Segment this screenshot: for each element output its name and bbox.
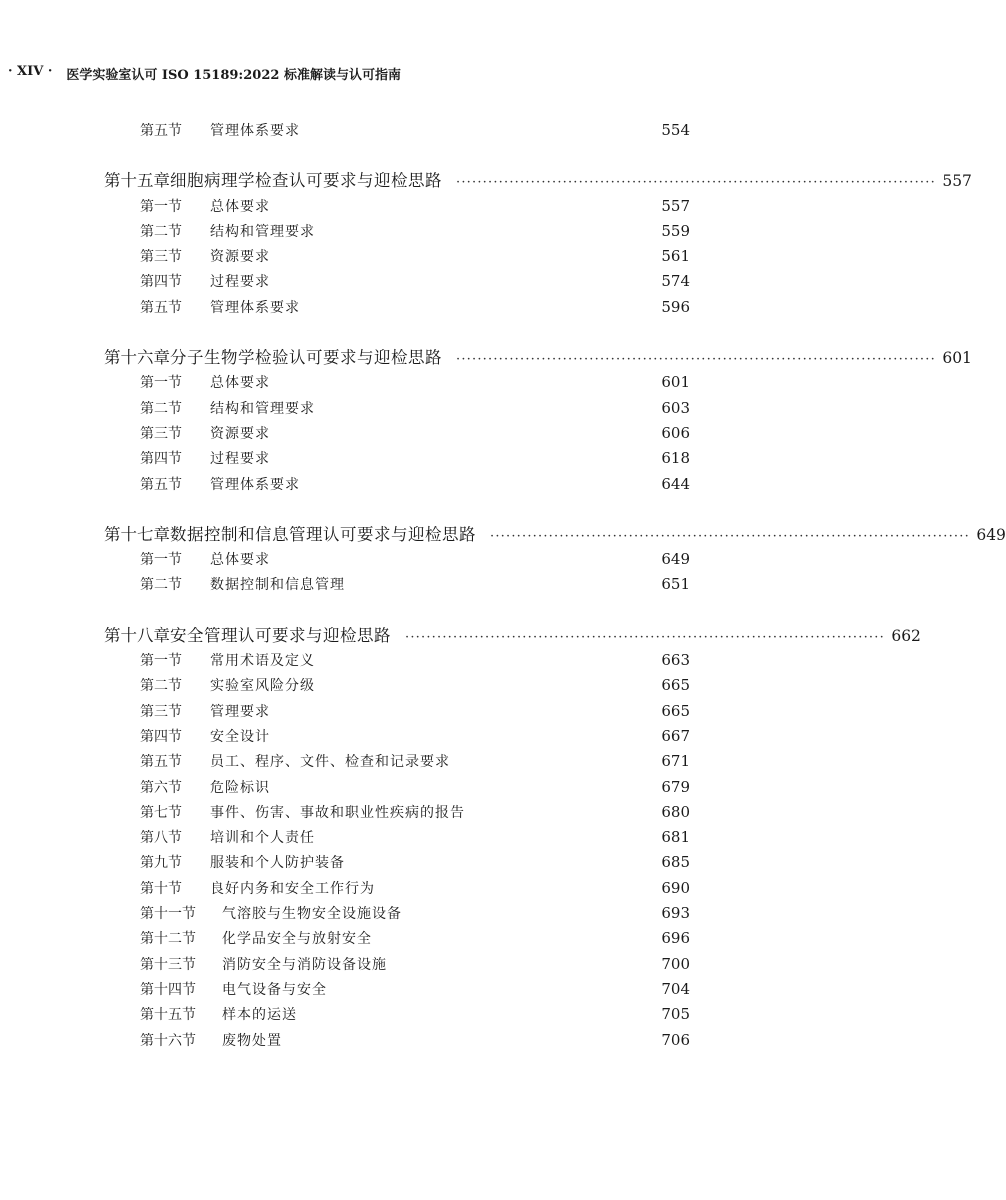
section-title: 数据控制和信息管理 [210, 577, 345, 594]
section-number: 第九节 [140, 855, 182, 872]
section-number: 第八节 [140, 830, 182, 847]
toc-section-entry[interactable] [104, 244, 690, 269]
section-page-number: 601 [661, 373, 690, 392]
section-number: 第一节 [140, 552, 182, 569]
section-page-number: 665 [661, 701, 690, 720]
section-page-number: 603 [661, 398, 690, 417]
toc-section-entry[interactable] [104, 673, 690, 698]
section-page-number: 705 [661, 1005, 690, 1024]
section-page-number: 596 [661, 297, 690, 316]
chapter-page-number: 557 [942, 172, 972, 191]
page-label: · XIV · [8, 64, 53, 79]
toc-section-entry[interactable] [104, 850, 690, 875]
section-title: 结构和管理要求 [210, 223, 315, 240]
toc-section-entry[interactable] [104, 724, 690, 749]
section-title: 员工、程序、文件、检查和记录要求 [210, 754, 450, 771]
toc-section-entry[interactable] [104, 194, 690, 219]
section-title: 过程要求 [210, 451, 270, 468]
dot-leader: ·························································································· [456, 352, 936, 368]
section-title: 实验室风险分级 [210, 678, 315, 695]
toc-section-entry[interactable] [104, 1002, 690, 1027]
section-title: 总体要求 [210, 198, 270, 215]
toc-chapter-entry[interactable] [104, 168, 972, 193]
section-title: 电气设备与安全 [222, 981, 327, 998]
section-page-number: 680 [661, 802, 690, 821]
section-number: 第一节 [140, 375, 182, 392]
section-number: 第十六节 [140, 1032, 196, 1049]
toc-section-entry[interactable] [104, 118, 690, 143]
section-title: 气溶胶与生物安全设施设备 [222, 906, 402, 923]
chapter-page-number: 601 [942, 349, 972, 368]
dot-leader: ·························································································· [405, 629, 885, 645]
section-title: 安全设计 [210, 728, 270, 745]
toc-section-entry[interactable] [104, 1028, 690, 1053]
section-number: 第十五节 [140, 1007, 196, 1024]
section-page-number: 685 [661, 853, 690, 872]
section-page-number: 667 [661, 726, 690, 745]
section-title: 管理体系要求 [210, 123, 300, 139]
section-page-number: 651 [661, 575, 690, 594]
section-page-number: 663 [661, 651, 690, 670]
table-of-contents [104, 118, 1006, 1053]
section-number: 第二节 [140, 223, 182, 240]
chapter-page-number: 649 [976, 525, 1006, 544]
toc-section-entry[interactable] [104, 421, 690, 446]
section-page-number: 679 [661, 777, 690, 796]
section-page-number: 561 [661, 247, 690, 266]
chapter-list [104, 168, 1006, 1053]
toc-section-entry[interactable] [104, 952, 690, 977]
section-number: 第五节 [140, 476, 182, 493]
toc-section-entry[interactable] [104, 472, 690, 497]
section-page-number: 704 [661, 979, 690, 998]
section-title: 样本的运送 [222, 1007, 297, 1024]
section-page-number: 690 [661, 878, 690, 897]
toc-section-entry[interactable] [104, 901, 690, 926]
toc-section-entry[interactable] [104, 977, 690, 1002]
section-title: 总体要求 [210, 552, 270, 569]
toc-section-entry[interactable] [104, 926, 690, 951]
section-page-number: 681 [661, 828, 690, 847]
section-number: 第十二节 [140, 931, 196, 948]
section-page-number: 559 [661, 221, 690, 240]
chapter-title: 数据控制和信息管理认可要求与迎检思路 [170, 524, 476, 544]
section-page-number: 665 [661, 676, 690, 695]
dot-leader: ·························································································· [456, 175, 936, 191]
section-title: 总体要求 [210, 375, 270, 392]
toc-section-entry[interactable] [104, 572, 690, 597]
section-title: 服装和个人防护装备 [210, 855, 345, 872]
chapter-group [104, 345, 972, 497]
section-number: 第七节 [140, 804, 182, 821]
section-number: 第四节 [140, 451, 182, 468]
toc-section-entry[interactable] [104, 370, 690, 395]
section-page-number: 671 [661, 752, 690, 771]
section-title: 管理体系要求 [210, 299, 300, 316]
toc-section-entry[interactable] [104, 269, 690, 294]
section-number: 第一节 [140, 653, 182, 670]
section-number: 第三节 [140, 703, 182, 720]
section-page-number: 606 [661, 423, 690, 442]
section-number: 第十三节 [140, 956, 196, 973]
section-number: 第五节 [140, 123, 182, 139]
section-title: 废物处置 [222, 1032, 282, 1049]
section-page-number: 618 [661, 449, 690, 468]
section-title: 管理体系要求 [210, 476, 300, 493]
chapter-title: 分子生物学检验认可要求与迎检思路 [170, 348, 442, 368]
section-number: 第一节 [140, 198, 182, 215]
section-number: 第十一节 [140, 906, 196, 923]
chapter-title: 细胞病理学检查认可要求与迎检思路 [170, 171, 442, 191]
section-title: 过程要求 [210, 274, 270, 291]
section-number: 第二节 [140, 400, 182, 417]
section-title: 资源要求 [210, 425, 270, 442]
running-head [8, 64, 401, 83]
section-title: 管理要求 [210, 703, 270, 720]
section-title: 消防安全与消防设备设施 [222, 956, 387, 973]
section-number: 第四节 [140, 728, 182, 745]
toc-section-entry[interactable] [104, 396, 690, 421]
toc-section-entry[interactable] [104, 648, 690, 673]
toc-section-entry[interactable] [104, 699, 690, 724]
chapter-number: 第十六章 [104, 348, 170, 368]
toc-section-entry[interactable] [104, 547, 690, 572]
toc-chapter-entry[interactable] [104, 623, 921, 648]
toc-chapter-entry[interactable] [104, 522, 1006, 547]
section-title: 良好内务和安全工作行为 [210, 880, 375, 897]
toc-section-entry[interactable] [104, 775, 690, 800]
toc-section-entry[interactable] [104, 800, 690, 825]
toc-section-entry[interactable] [104, 295, 690, 320]
toc-section-entry[interactable] [104, 219, 690, 244]
toc-section-entry[interactable] [104, 749, 690, 774]
section-number: 第六节 [140, 779, 182, 796]
section-number: 第三节 [140, 249, 182, 266]
toc-section-entry[interactable] [104, 825, 690, 850]
chapter-group [104, 168, 972, 320]
section-number: 第十节 [140, 880, 182, 897]
section-number: 第五节 [140, 754, 182, 771]
chapter-group [104, 522, 1006, 598]
toc-chapter-entry[interactable] [104, 345, 972, 370]
section-title: 培训和个人责任 [210, 830, 315, 847]
section-number: 第四节 [140, 274, 182, 291]
section-page-number: 557 [661, 196, 690, 215]
section-number: 第二节 [140, 678, 182, 695]
section-number: 第二节 [140, 577, 182, 594]
section-number: 第五节 [140, 299, 182, 316]
chapter-page-number: 662 [891, 626, 921, 645]
chapter-number: 第十八章 [104, 625, 170, 645]
dot-leader: ·························································································· [490, 528, 970, 544]
toc-section-entry[interactable] [104, 876, 690, 901]
section-page-number: 574 [661, 272, 690, 291]
section-page-number: 693 [661, 904, 690, 923]
chapter-number: 第十七章 [104, 524, 170, 544]
section-page-number: 554 [661, 121, 690, 139]
toc-section-entry[interactable] [104, 446, 690, 471]
section-page-number: 644 [661, 474, 690, 493]
section-page-number: 706 [661, 1030, 690, 1049]
chapter-title: 安全管理认可要求与迎检思路 [170, 625, 391, 645]
chapter-group [104, 623, 921, 1053]
book-title: 医学实验室认可 ISO 15189:2022 标准解读与认可指南 [66, 68, 401, 83]
section-title: 常用术语及定义 [210, 653, 315, 670]
section-number: 第十四节 [140, 981, 196, 998]
section-title: 事件、伤害、事故和职业性疾病的报告 [210, 804, 465, 821]
section-title: 危险标识 [210, 779, 270, 796]
section-title: 化学品安全与放射安全 [222, 931, 372, 948]
section-page-number: 649 [661, 550, 690, 569]
section-number: 第三节 [140, 425, 182, 442]
section-page-number: 696 [661, 929, 690, 948]
section-title: 资源要求 [210, 249, 270, 266]
section-page-number: 700 [661, 954, 690, 973]
chapter-number: 第十五章 [104, 171, 170, 191]
section-title: 结构和管理要求 [210, 400, 315, 417]
